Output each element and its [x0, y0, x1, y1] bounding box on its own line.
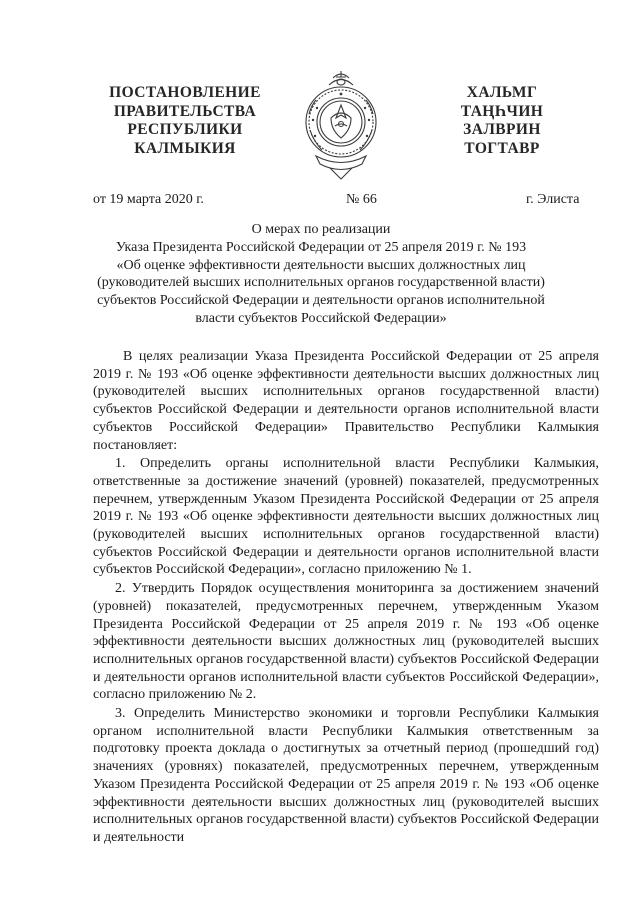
title-line: О мерах по реализации [251, 222, 391, 237]
body-paragraph-1: 1. Определить органы исполнительной власти Республики Калмыкия, ответственные за достижение значений (уровней) показателей, предусмотренных перечнем, утвержденным Указом Президента Российской Федерации от 25 апреля 2019 г. № 193 «Об оценке эффективности деятельности высших должностных лиц (руководителей высших исполнительных органов государственной власти) субъектов Российской Федерации и деятельности органов исполнительной власти субъектов Российской Федерации», согласно приложению № 1. [93, 456, 599, 578]
header-right-line: ХАЛЬМГ [466, 84, 538, 101]
emblem-icon [300, 68, 382, 182]
title-line: Указа Президента Российской Федерации от 25 апреля 2019 г. № 193 [115, 239, 527, 255]
title-line: власти субъектов Российской Федерации» [195, 310, 447, 326]
header-right-line: ТОГТАВР [464, 139, 540, 157]
header-right-title [438, 84, 566, 158]
header-left-line: РЕСПУБЛИКИ [127, 121, 243, 138]
header-left-line: ПРАВИТЕЛЬСТВА [113, 102, 257, 120]
header-left-title [86, 84, 284, 158]
body-paragraph-intro: В целях реализации Указа Президента Российской Федерации от 25 апреля 2019 г. № 193 «Об оценке эффективности деятельности высших должностных лиц (руководителей высших исполнительных органов государственной власти) субъектов Российской Федерации и деятельности органов исполнительной власти субъектов Российской Федерации» Правительство Республики Калмыкия постановляет: [93, 349, 599, 453]
document-number: № 66 [346, 192, 377, 207]
document-date: от 19 марта 2020 г. [93, 192, 204, 207]
title-line: субъектов Российской Федерации и деятельности органов исполнительной [97, 293, 545, 309]
header-left-line: ПОСТАНОВЛЕНИЕ [109, 84, 261, 101]
document-body [93, 348, 599, 847]
body-paragraph-2: 2. Утвердить Порядок осуществления мониторинга за достижением значений (уровней) показателей, предусмотренных перечнем, утвержденным Указом Президента Российской Федерации от 25 апреля 2019 г. № 193 «Об оценке эффективности деятельности высших должностных лиц (руководителей высших исполнительных органов государственной власти) субъектов Российской Федерации и деятельности органов исполнительной власти субъектов Российской Федерации», согласно приложению № 2. [93, 581, 599, 703]
document-city: г. Элиста [526, 192, 580, 207]
document-title [96, 221, 546, 328]
header-right-line: ТАҢҺЧИН [460, 102, 544, 120]
header-right-line: ЗАЛВРИН [463, 121, 541, 138]
header-left-line: КАЛМЫКИЯ [134, 139, 236, 157]
title-line: «Об оценке эффективности деятельности высших должностных лиц [116, 257, 526, 273]
body-paragraph-3: 3. Определить Министерство экономики и торговли Республики Калмыкия органом исполнительной власти Республики Калмыкия ответственным за подготовку проекта доклада о достигнутых за отчетный период (прошедший год) значениях (уровнях) показателей, предусмотренных перечнем, утвержденным Указом Президента Российской Федерации от 25 апреля 2019 г. № 193 «Об оценке эффективности деятельности высших должностных лиц (руководителей высших исполнительных органов государственной власти) субъектов Российской Федерации и деятельности [93, 706, 599, 845]
title-line: (руководителей высших исполнительных органов государственной власти) [97, 275, 545, 291]
